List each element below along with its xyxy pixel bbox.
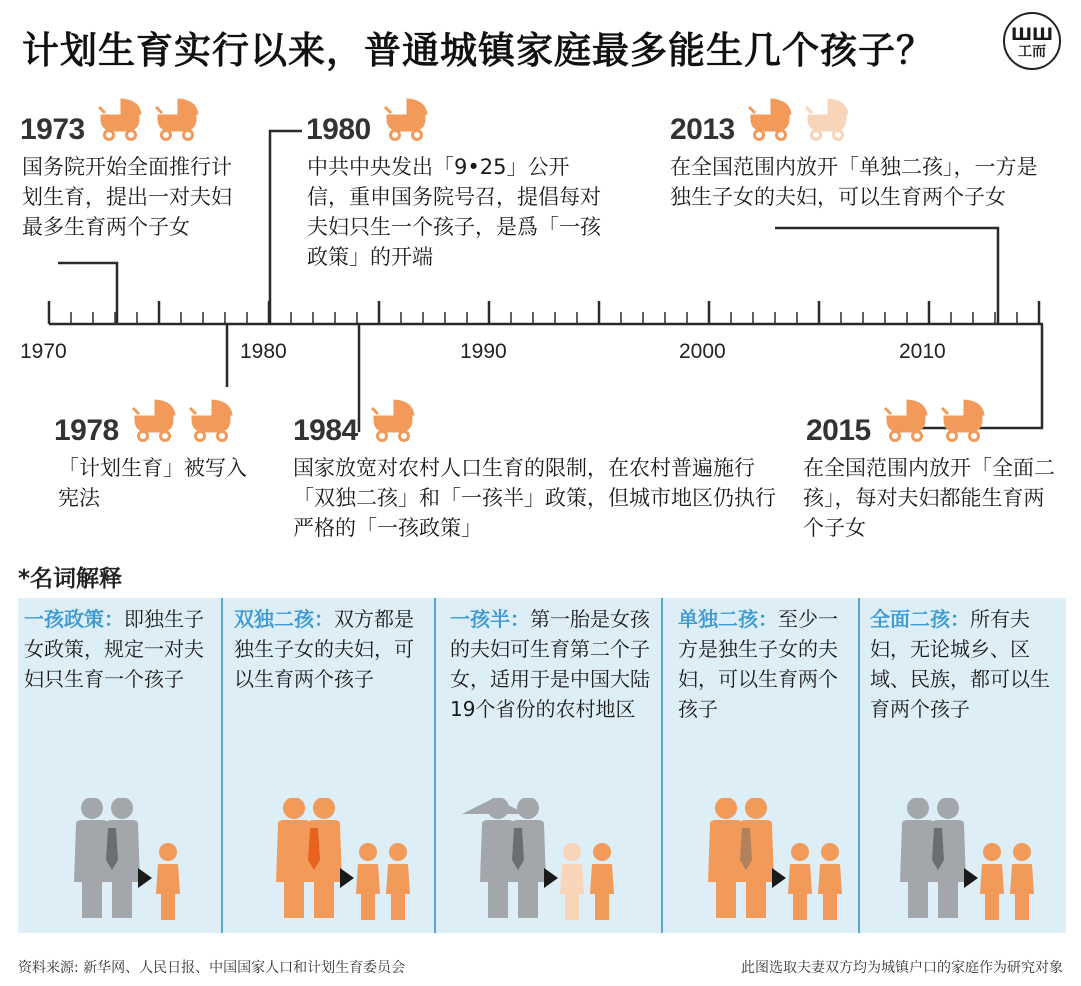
stroller-icon (806, 99, 848, 140)
event-year-1984: 1984 (293, 414, 358, 447)
event-text-1984: 国家放宽对农村人口生育的限制，在农村普遍施行「双独二孩」和「一孩半」政策，但城市地区仍执行严格的「一孩政策」 (293, 456, 776, 540)
glossary-term: 一孩政策： (24, 607, 124, 631)
stroller-icon (942, 400, 984, 441)
stroller-icon-row (745, 95, 865, 143)
glossary-divider (221, 598, 223, 933)
glossary-item-one-child (24, 604, 210, 694)
glossary-term: 双独二孩： (234, 607, 334, 631)
glossary-definition: 第一胎是女孩的夫妇可生育第二个子女，适用于是中国大陆19个省份的农村地区 (450, 607, 650, 721)
stroller-icons-2015 (881, 396, 1001, 448)
stroller-icons-2013 (745, 95, 865, 147)
event-text-2015: 在全国范围内放开「全面二孩」，每对夫妇都能生育两个子女 (803, 456, 1055, 540)
event-text-1980: 中共中央发出「9•25」公开信，重申国务院号召，提倡每对夫妇只生一个孩子，是爲「一孩政策」的开端 (307, 155, 601, 269)
family-double-only-icon (258, 798, 433, 938)
event-text-1978: 「计划生育」被写入宪法 (58, 456, 247, 510)
event-text-1973: 国务院开始全面推行计划生育，提出一对夫妇最多生育两个子女 (22, 155, 232, 239)
tick-label-2010: 2010 (899, 340, 946, 363)
event-year-1973: 1973 (20, 113, 85, 146)
glossary-heading: *名词解释 (18, 566, 123, 592)
glossary-definition: 双方都是独生子女的夫妇，可以生育两个孩子 (234, 607, 414, 691)
connector-1973 (58, 263, 117, 324)
stroller-icon (385, 99, 427, 140)
glossary-divider (434, 598, 436, 933)
tick-label-2000: 2000 (679, 340, 726, 363)
tick-label-1980: 1980 (240, 340, 287, 363)
stroller-icon-row (368, 396, 428, 444)
stroller-icon (190, 400, 232, 441)
stroller-icon (99, 99, 141, 140)
connector-1980 (270, 131, 302, 324)
logo-top-text: ШШ (1010, 25, 1053, 45)
stroller-icon (749, 99, 791, 140)
stroller-icon-row (881, 396, 1001, 444)
event-text-2013: 在全国范围内放开「单独二孩」，一方是独生子女的夫妇，可以生育两个子女 (670, 155, 1038, 209)
family-one-and-half-icon (462, 798, 637, 938)
stroller-icon-row (381, 95, 441, 143)
stroller-icons-1978 (129, 396, 249, 448)
family-single-only-icon (690, 798, 865, 938)
stroller-icon-row (129, 396, 249, 444)
glossary-divider (661, 598, 663, 933)
page-title: 计划生育实行以来，普通城镇家庭最多能生几个孩子？ (22, 29, 934, 72)
tick-label-1970: 1970 (20, 340, 67, 363)
glossary-term: 单独二孩： (678, 607, 778, 631)
glossary-panel (18, 598, 1066, 933)
family-universal-two-icon (882, 798, 1057, 938)
event-year-1978: 1978 (54, 414, 119, 447)
stroller-icon (156, 99, 198, 140)
event-year-2013: 2013 (670, 113, 735, 146)
stroller-icons-1973 (95, 95, 215, 147)
glossary-definition: 即独生子女政策，规定一对夫妇只生育一个孩子 (24, 607, 204, 691)
glossary-term: 一孩半： (450, 607, 530, 631)
stroller-icons-1984 (368, 396, 428, 448)
source-note: 资料来源: 新华网、人民日报、中国国家人口和计划生育委员会 (18, 960, 406, 976)
stroller-icon (372, 400, 414, 441)
event-year-2015: 2015 (806, 414, 871, 447)
connector-2013 (775, 228, 998, 324)
tick-label-1990: 1990 (460, 340, 507, 363)
family-one-child-icon (56, 798, 216, 938)
glossary-definition: 至少一方是独生子女的夫妇，可以生育两个孩子 (678, 607, 838, 721)
stroller-icon (885, 400, 927, 441)
glossary-item-double-only (234, 604, 424, 694)
glossary-item-single-only (678, 604, 848, 724)
stroller-icon-row (95, 95, 215, 143)
glossary-item-universal-two (870, 604, 1056, 724)
event-year-1980: 1980 (306, 113, 371, 146)
stroller-icon (133, 400, 175, 441)
glossary-definition: 所有夫妇，无论城乡、区域、民族，都可以生育两个孩子 (870, 607, 1050, 721)
methodology-note: 此图选取夫妻双方均为城镇户口的家庭作为研究对象 (741, 960, 1063, 976)
stroller-icons-1980 (381, 95, 441, 147)
glossary-item-one-and-half (450, 604, 656, 724)
logo-bottom-text: 工而 (1018, 44, 1046, 60)
glossary-term: 全面二孩： (870, 607, 970, 631)
